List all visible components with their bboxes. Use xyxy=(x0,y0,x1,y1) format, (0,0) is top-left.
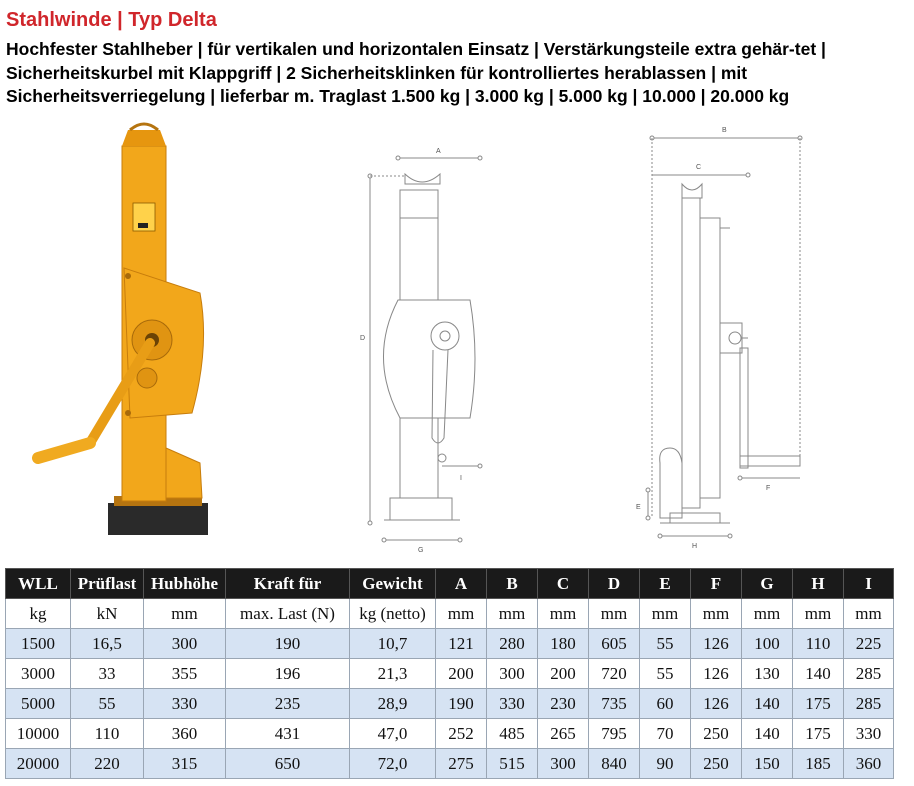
dim-label-c: C xyxy=(696,164,702,171)
table-cell: 150 xyxy=(742,749,793,779)
table-cell: 250 xyxy=(691,749,742,779)
table-cell: 110 xyxy=(71,719,144,749)
table-cell: 100 xyxy=(742,629,793,659)
table-cell: 360 xyxy=(844,749,894,779)
table-cell: 126 xyxy=(691,689,742,719)
table-cell: 175 xyxy=(793,689,844,719)
table-cell: 10,7 xyxy=(350,629,436,659)
table-cell: 252 xyxy=(436,719,487,749)
table-cell: 110 xyxy=(793,629,844,659)
header-cell: F xyxy=(691,569,742,599)
table-cell: 121 xyxy=(436,629,487,659)
header-cell: Prüflast xyxy=(71,569,144,599)
header-cell: B xyxy=(487,569,538,599)
unit-cell: mm xyxy=(691,599,742,629)
table-cell: 360 xyxy=(144,719,226,749)
table-row xyxy=(6,629,894,659)
table-cell: 330 xyxy=(144,689,226,719)
table-cell: 126 xyxy=(691,659,742,689)
table-cell: 1500 xyxy=(6,629,71,659)
technical-drawing-front xyxy=(340,118,510,558)
page-title: Stahlwinde | Typ Delta xyxy=(6,9,217,31)
table-cell: 60 xyxy=(640,689,691,719)
unit-cell: mm xyxy=(487,599,538,629)
table-cell: 16,5 xyxy=(71,629,144,659)
table-cell: 285 xyxy=(844,659,894,689)
table-cell: 33 xyxy=(71,659,144,689)
unit-cell: mm xyxy=(793,599,844,629)
dim-label-b: B xyxy=(722,127,727,134)
table-cell: 55 xyxy=(640,629,691,659)
table-cell: 355 xyxy=(144,659,226,689)
specification-table xyxy=(5,568,894,779)
table-cell: 220 xyxy=(71,749,144,779)
table-cell: 55 xyxy=(640,659,691,689)
table-cell: 735 xyxy=(589,689,640,719)
table-cell: 720 xyxy=(589,659,640,689)
unit-cell: mm xyxy=(144,599,226,629)
dim-label-i: I xyxy=(460,475,462,482)
table-cell: 140 xyxy=(793,659,844,689)
table-cell: 315 xyxy=(144,749,226,779)
table-cell: 515 xyxy=(487,749,538,779)
table-cell: 20000 xyxy=(6,749,71,779)
unit-cell: mm xyxy=(589,599,640,629)
technical-drawing-side xyxy=(630,118,820,558)
table-cell: 5000 xyxy=(6,689,71,719)
dim-label-e: E xyxy=(636,504,641,511)
product-photo xyxy=(30,118,220,538)
table-cell: 196 xyxy=(226,659,350,689)
table-cell: 485 xyxy=(487,719,538,749)
table-cell: 285 xyxy=(844,689,894,719)
table-cell: 250 xyxy=(691,719,742,749)
table-cell: 200 xyxy=(538,659,589,689)
table-cell: 70 xyxy=(640,719,691,749)
table-row xyxy=(6,689,894,719)
table-header-row xyxy=(6,569,894,599)
dim-label-d: D xyxy=(360,335,366,342)
table-cell: 72,0 xyxy=(350,749,436,779)
table-units-row xyxy=(6,599,894,629)
header-cell: E xyxy=(640,569,691,599)
table-cell: 330 xyxy=(487,689,538,719)
table-cell: 275 xyxy=(436,749,487,779)
table-row xyxy=(6,719,894,749)
unit-cell: mm xyxy=(640,599,691,629)
dim-label-f: F xyxy=(766,485,771,492)
header-cell: Hubhöhe xyxy=(144,569,226,599)
header-cell: H xyxy=(793,569,844,599)
table-cell: 90 xyxy=(640,749,691,779)
table-cell: 126 xyxy=(691,629,742,659)
table-cell: 10000 xyxy=(6,719,71,749)
table-cell: 200 xyxy=(436,659,487,689)
unit-cell: kN xyxy=(71,599,144,629)
header-cell: WLL xyxy=(6,569,71,599)
table-cell: 265 xyxy=(538,719,589,749)
unit-cell: kg xyxy=(6,599,71,629)
product-description: Hochfester Stahlheber | für vertikalen und horizontalen Einsatz | Verstärkungsteile extra gehär-tet | Sicherheitskurbel mit Klappgriff | 2 Sicherheitsklinken für kontrolliertes herablassen | mit Sicherheitsverriegelung | lieferbar m. Traglast 1.500 kg | 3.000 kg | 5.000 kg | 10.000 | 20.000 kg xyxy=(6,39,826,106)
table-cell: 47,0 xyxy=(350,719,436,749)
header-cell: Gewicht xyxy=(350,569,436,599)
unit-cell: kg (netto) xyxy=(350,599,436,629)
header-cell: G xyxy=(742,569,793,599)
header-cell: A xyxy=(436,569,487,599)
table-cell: 175 xyxy=(793,719,844,749)
header-cell: Kraft für xyxy=(226,569,350,599)
table-cell: 330 xyxy=(844,719,894,749)
unit-cell: mm xyxy=(844,599,894,629)
table-cell: 280 xyxy=(487,629,538,659)
table-cell: 130 xyxy=(742,659,793,689)
dim-label-a: A xyxy=(436,148,441,155)
table-cell: 180 xyxy=(538,629,589,659)
header-cell: D xyxy=(589,569,640,599)
table-row xyxy=(6,749,894,779)
unit-cell: mm xyxy=(538,599,589,629)
table-cell: 185 xyxy=(793,749,844,779)
unit-cell: mm xyxy=(742,599,793,629)
table-cell: 605 xyxy=(589,629,640,659)
table-cell: 28,9 xyxy=(350,689,436,719)
table-cell: 300 xyxy=(487,659,538,689)
table-cell: 21,3 xyxy=(350,659,436,689)
table-cell: 55 xyxy=(71,689,144,719)
dim-label-g: G xyxy=(418,547,424,554)
unit-cell: mm xyxy=(436,599,487,629)
table-cell: 795 xyxy=(589,719,640,749)
table-cell: 431 xyxy=(226,719,350,749)
table-cell: 225 xyxy=(844,629,894,659)
table-cell: 190 xyxy=(226,629,350,659)
table-cell: 190 xyxy=(436,689,487,719)
crank-handle xyxy=(38,443,90,458)
jack-base xyxy=(108,503,208,535)
table-cell: 140 xyxy=(742,689,793,719)
unit-cell: max. Last (N) xyxy=(226,599,350,629)
header-cell: C xyxy=(538,569,589,599)
table-cell: 3000 xyxy=(6,659,71,689)
table-cell: 300 xyxy=(538,749,589,779)
table-cell: 650 xyxy=(226,749,350,779)
header-cell: I xyxy=(844,569,894,599)
table-cell: 140 xyxy=(742,719,793,749)
table-cell: 840 xyxy=(589,749,640,779)
table-row xyxy=(6,659,894,689)
dim-label-h: H xyxy=(692,543,698,550)
table-cell: 230 xyxy=(538,689,589,719)
table-cell: 235 xyxy=(226,689,350,719)
table-cell: 300 xyxy=(144,629,226,659)
jack-toe xyxy=(166,448,202,498)
